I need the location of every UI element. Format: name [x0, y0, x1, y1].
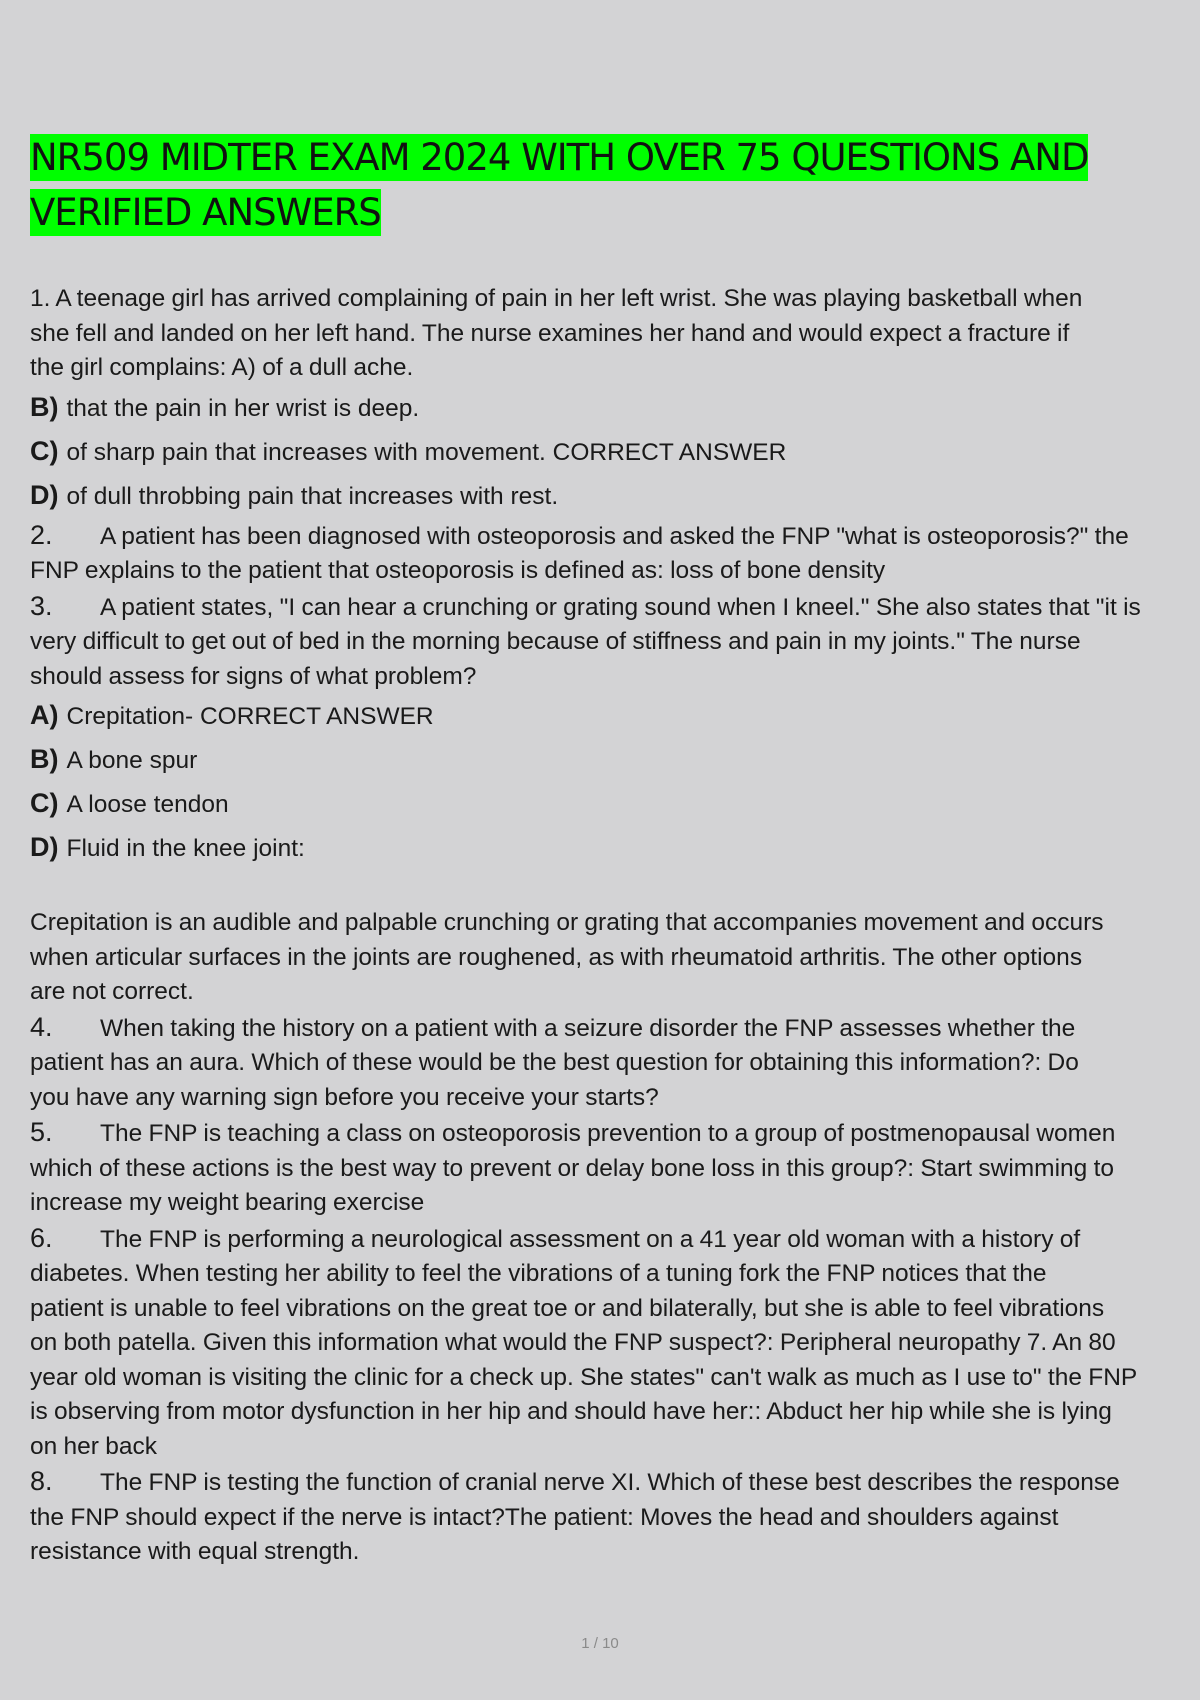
title-line-1: NR509 MIDTER EXAM 2024 WITH OVER 75 QUESTIONS AND — [30, 136, 1089, 179]
question-number: 8. — [30, 1466, 53, 1496]
question-8 — [30, 1464, 1180, 1570]
question-first-line — [30, 589, 1180, 626]
question-text-line: on both patella. Given this information what would the FNP suspect?: Peripheral neuropathy 7. An 80 — [30, 1329, 1116, 1356]
spacer — [30, 870, 1180, 906]
question-first-line — [30, 1010, 1180, 1047]
answer-option-d — [30, 826, 1180, 870]
question-text-line: is observing from motor dysfunction in her hip and should have her:: Abduct her hip while she is lying — [30, 1398, 1112, 1425]
question-3 — [30, 589, 1180, 1010]
question-number: 2. — [30, 519, 53, 550]
question-text-line: diabetes. When testing her ability to feel the vibrations of a tuning fork the FNP notices that the — [30, 1260, 1047, 1287]
question-text-line: 1. A teenage girl has arrived complaining of pain in her left wrist. She was playing basketball when — [30, 285, 1083, 312]
option-text: Crepitation- CORRECT ANSWER — [66, 703, 434, 730]
option-text: of sharp pain that increases with movement. CORRECT ANSWER — [66, 438, 787, 466]
question-1 — [30, 282, 1180, 518]
option-letter: C) — [30, 788, 59, 818]
question-number: 5. — [30, 1117, 53, 1147]
question-text-line: patient has an aura. Which of these would be the best question for obtaining this information?: Do — [30, 1049, 1079, 1076]
option-letter: B) — [30, 391, 59, 422]
answer-option-a — [30, 694, 1180, 738]
question-text: A patient states, "I can hear a crunching or grating sound when I kneel." She also states that "it is — [100, 593, 1141, 621]
option-text: A bone spur — [66, 747, 198, 774]
option-letter: A) — [30, 700, 59, 730]
question-text-line: on her back — [30, 1432, 158, 1460]
question-5 — [30, 1115, 1180, 1221]
explanation-line: when articular surfaces in the joints are roughened, as with rheumatoid arthritis. The other options — [30, 943, 1083, 971]
question-text: The FNP is teaching a class on osteoporosis prevention to a group of postmenopausal women — [100, 1120, 1116, 1147]
question-number: 3. — [30, 590, 53, 621]
option-text: Fluid in the knee joint: — [66, 835, 305, 862]
question-text-line: which of these actions is the best way to prevent or delay bone loss in this group?: Start swimming to — [30, 1154, 1115, 1182]
question-text-line: resistance with equal strength. — [30, 1538, 360, 1565]
question-text-line: patient is unable to feel vibrations on the great toe or and bilaterally, but she is able to feel vibrations — [30, 1294, 1105, 1322]
page-indicator: 1 / 10 — [581, 1635, 619, 1652]
option-letter: B) — [30, 744, 59, 774]
question-text: When taking the history on a patient with a seizure disorder the FNP assesses whether the — [100, 1014, 1076, 1042]
question-text-line: very difficult to get out of bed in the morning because of stiffness and pain in my joints." The nurse — [30, 628, 1081, 655]
question-text: A patient has been diagnosed with osteoporosis and asked the FNP "what is osteoporosis?" the — [100, 522, 1129, 550]
title-line-2: VERIFIED ANSWERS — [30, 191, 381, 234]
option-letter: D) — [30, 832, 59, 862]
question-text-line: should assess for signs of what problem? — [30, 662, 477, 690]
question-first-line — [30, 1115, 1180, 1152]
document-title — [30, 130, 1180, 240]
question-text-line: she fell and landed on her left hand. The nurse examines her hand and would expect a fracture if — [30, 319, 1070, 347]
question-first-line — [30, 518, 1180, 555]
answer-option-d — [30, 474, 1180, 518]
question-first-line — [30, 1464, 1180, 1501]
option-text: of dull throbbing pain that increases with rest. — [66, 482, 559, 510]
explanation-line: are not correct. — [30, 978, 194, 1005]
option-letter: D) — [30, 479, 59, 510]
question-4 — [30, 1010, 1180, 1116]
option-text: A loose tendon — [66, 791, 229, 818]
question-first-line — [30, 1221, 1180, 1258]
question-text: The FNP is performing a neurological assessment on a 41 year old woman with a history of — [100, 1225, 1081, 1253]
document-page — [30, 130, 1180, 1570]
question-text-line: you have any warning sign before you receive your starts? — [30, 1083, 659, 1111]
answer-option-c — [30, 782, 1180, 826]
question-number: 6. — [30, 1222, 53, 1253]
answer-option-b — [30, 738, 1180, 782]
question-text-line: the girl complains: A) of a dull ache. — [30, 354, 414, 381]
question-6 — [30, 1221, 1180, 1465]
answer-option-c — [30, 430, 1180, 474]
question-text-line: year old woman is visiting the clinic for a check up. She states" can't walk as much as I use to" the FNP — [30, 1363, 1138, 1391]
question-number: 4. — [30, 1011, 53, 1042]
question-text: The FNP is testing the function of cranial nerve XI. Which of these best describes the response — [100, 1469, 1120, 1496]
answer-option-b — [30, 386, 1180, 430]
question-text-line: the FNP should expect if the nerve is intact?The patient: Moves the head and shoulders against — [30, 1503, 1059, 1531]
question-text-line: increase my weight bearing exercise — [30, 1189, 425, 1216]
question-2 — [30, 518, 1180, 589]
explanation-line: Crepitation is an audible and palpable crunching or grating that accompanies movement and occurs — [30, 909, 1104, 936]
option-text: that the pain in her wrist is deep. — [66, 394, 420, 422]
option-letter: C) — [30, 435, 59, 466]
question-text-line: FNP explains to the patient that osteoporosis is defined as: loss of bone density — [30, 557, 886, 584]
